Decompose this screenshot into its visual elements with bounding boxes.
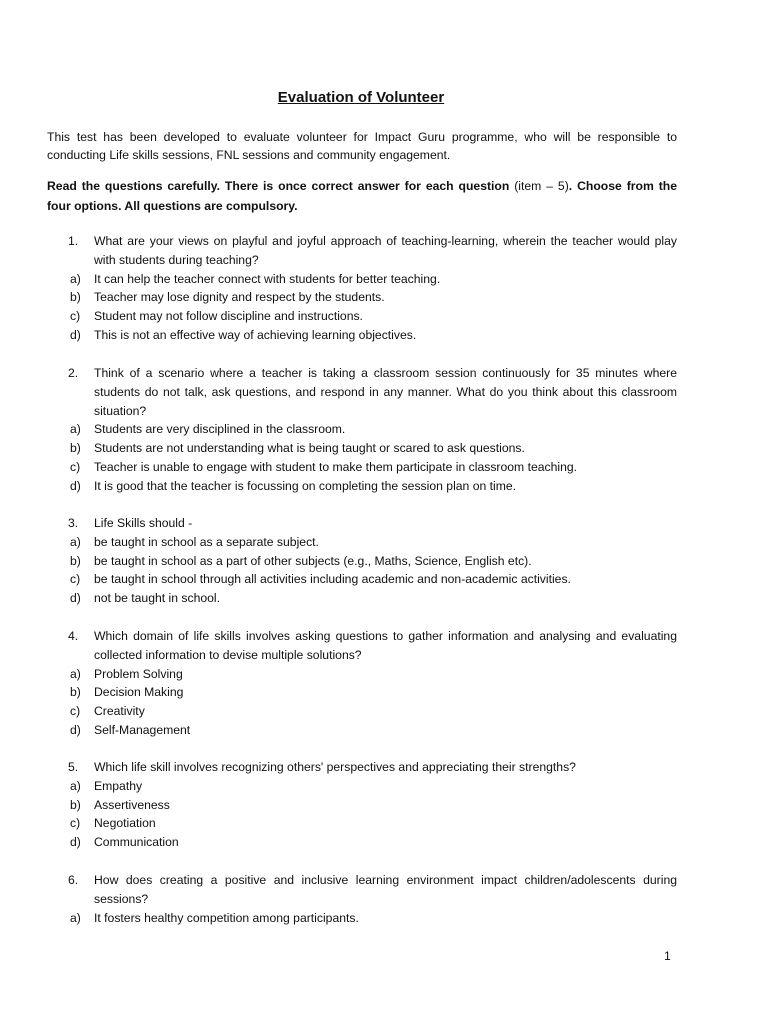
instructions-bold-lead: Read the questions carefully. There is once correct answer for each question [47,179,510,193]
question-text: What are your views on playful and joyful approach of teaching-learning, wherein the teacher would play with students during teaching? [94,234,677,267]
question-stem [47,758,677,777]
option-letter: d) [70,478,81,493]
option-item [47,909,677,928]
option-item [47,665,677,684]
option-item [47,833,677,852]
option-item [47,270,677,289]
question-number: 5. [68,760,79,774]
question-stem [47,232,677,270]
option-text: Empathy [94,778,143,793]
question-3 [47,514,677,608]
option-text: Negotiation [94,816,156,831]
option-item [47,533,677,552]
option-text: be taught in school as a part of other subjects (e.g., Maths, Science, English etc). [94,553,532,568]
option-text: Self-Management [94,722,191,737]
option-text: This is not an effective way of achieving learning objectives. [94,327,417,342]
option-letter: b) [70,553,81,568]
question-1 [47,232,677,345]
instructions-bold-tail: . Choose from the four options. All questions are compulsory. [47,179,677,213]
option-text: not be taught in school. [94,591,221,606]
option-letter: c) [70,459,81,474]
option-text: be taught in school as a separate subject. [94,534,319,549]
question-number: 4. [68,629,79,643]
question-number: 2. [68,366,79,380]
option-item [47,477,677,496]
option-text: be taught in school through all activities including academic and non-academic activities. [94,572,571,587]
option-letter: d) [70,327,81,342]
option-text: Teacher is unable to engage with student to make them participate in classroom teaching. [94,459,578,474]
option-item [47,552,677,571]
option-letter: c) [70,816,81,831]
question-number: 6. [68,873,79,887]
question-5 [47,758,677,852]
option-letter: c) [70,572,81,587]
option-letter: a) [70,778,81,793]
option-item [47,439,677,458]
option-letter: d) [70,722,81,737]
instructions-paragraph [47,177,677,216]
option-letter: c) [70,309,81,324]
option-letter: a) [70,534,81,549]
page-title: Evaluation of Volunteer [277,89,445,106]
option-text: Creativity [94,704,145,719]
option-item [47,683,677,702]
question-4 [47,627,677,740]
question-stem [47,514,677,533]
option-letter: a) [70,910,81,925]
option-item [47,589,677,608]
option-text: Student may not follow discipline and instructions. [94,309,363,324]
intro-paragraph: This test has been developed to evaluate volunteer for Impact Guru programme, who will be responsible to conducting Life skills sessions, FNL sessions and community engagement. [47,130,677,162]
question-text: Which life skill involves recognizing others' perspectives and appreciating their strengths? [94,760,576,774]
page-number: 1 [664,949,671,963]
option-text: Teacher may lose dignity and respect by the students. [94,290,385,305]
option-letter: d) [70,591,81,606]
option-item [47,777,677,796]
question-text: How does creating a positive and inclusive learning environment impact children/adolescents during sessions? [94,873,677,906]
option-text: Communication [94,835,179,850]
question-2 [47,364,677,496]
question-stem [47,364,677,420]
question-stem [47,871,677,909]
question-stem [47,627,677,665]
option-item [47,570,677,589]
option-item [47,420,677,439]
option-text: Problem Solving [94,666,183,681]
option-letter: a) [70,271,81,286]
option-text: Decision Making [94,685,184,700]
option-item [47,288,677,307]
question-text: Think of a scenario where a teacher is taking a classroom session continuously for 35 minutes where students do not talk, ask questions, and respond in any manner. What do you think about this classroom situation? [94,366,677,418]
option-item [47,458,677,477]
question-number: 3. [68,516,79,530]
option-text: It fosters healthy competition among participants. [94,910,359,925]
option-text: It is good that the teacher is focussing on completing the session plan on time. [94,478,517,493]
option-text: Assertiveness [94,797,170,812]
option-letter: c) [70,704,81,719]
question-6 [47,871,677,927]
option-text: It can help the teacher connect with students for better teaching. [94,271,441,286]
option-letter: a) [70,422,81,437]
option-text: Students are very disciplined in the classroom. [94,422,346,437]
option-item [47,702,677,721]
option-item [47,796,677,815]
question-text: Which domain of life skills involves asking questions to gather information and analysing and evaluating collected information to devise multiple solutions? [94,629,677,662]
option-item [47,721,677,740]
option-item [47,326,677,345]
question-number: 1. [68,234,79,248]
option-letter: d) [70,835,81,850]
instructions-item-note: (item – 5) [509,179,569,193]
option-letter: b) [70,441,81,456]
option-text: Students are not understanding what is being taught or scared to ask questions. [94,441,525,456]
option-letter: a) [70,666,81,681]
question-text: Life Skills should - [94,516,193,530]
option-letter: b) [70,797,81,812]
option-letter: b) [70,685,81,700]
option-item [47,307,677,326]
option-item [47,814,677,833]
option-letter: b) [70,290,81,305]
